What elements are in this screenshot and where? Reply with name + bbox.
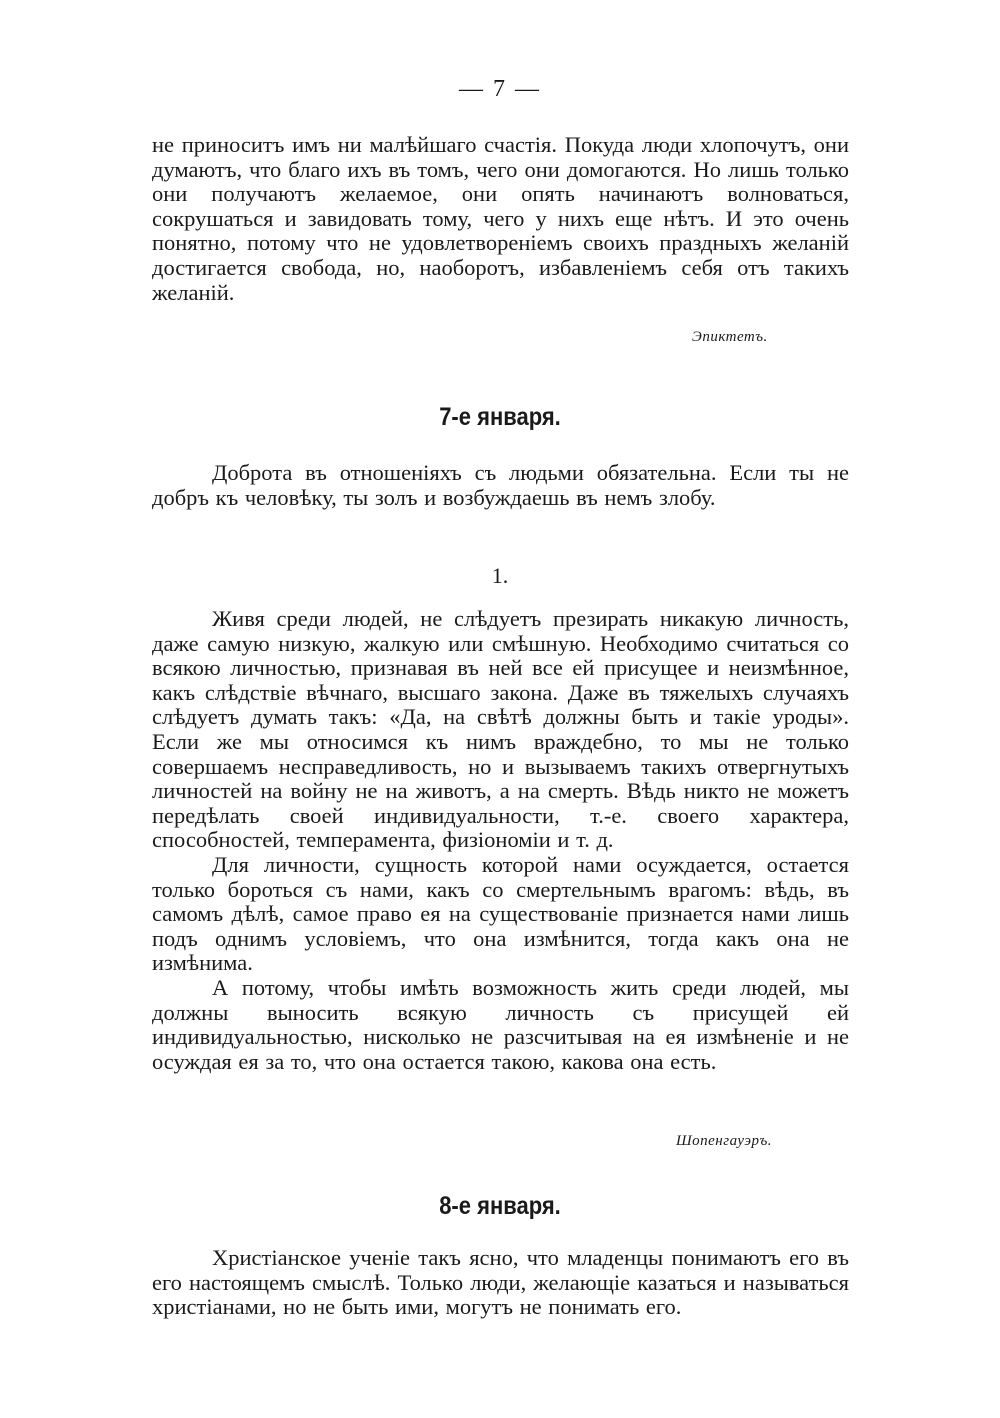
page-number: — 7 — [459, 76, 541, 102]
section-number: 1. [491, 563, 509, 588]
continued-paragraph: не приноситъ имъ ни малѣйшаго счастія. Покуда люди хлопочутъ, они думаютъ, что благо ихъ въ томъ, чего они домогаются. Но лишь только они получаютъ желаемое, они опять начинаютъ волноваться, сокрушаться и завидовать тому, чего у нихъ еще нѣтъ. И это очень понятно, потому что не удовлетвореніемъ своихъ праздныхъ желаній достигается свобода, но, наоборотъ, избавленіемъ себя отъ такихъ желаній. [152, 132, 849, 305]
schopenhauer-quote-block [152, 607, 849, 1074]
epictetus-attribution: Эпиктетъ. [692, 329, 768, 345]
january-7-intro: Доброта въ отношеніяхъ съ людьми обязательна. Если ты не добръ къ человѣку, ты золъ и возбуждаешь въ немъ злобу. [152, 460, 849, 510]
january-7-intro-block [152, 461, 849, 510]
quote-paragraph-3: А потому, чтобы имѣть возможность жить среди людей, мы должны выносить всякую личность съ присущей ей индивидуальностью, нисколько не разсчитывая на ея измѣненіе и не осуждая ея за то, что она остается такою, какова она есть. [152, 974, 849, 1074]
quote-paragraph-2: Для личности, сущность которой нами осуждается, остается только бороться съ нами, какъ со смертельнымъ врагомъ: вѣдь, въ самомъ дѣлѣ, самое право ея на существованіе признается нами лишь подъ однимъ условіемъ, что она измѣнится, тогда какъ она не измѣнима. [152, 851, 849, 976]
continued-text-block [152, 133, 849, 305]
january-8-intro-block [152, 1246, 849, 1320]
quote-paragraph-1: Живя среди людей, не слѣдуетъ презирать никакую личность, даже самую низкую, жалкую или смѣшную. Необходимо считаться со всякою личностью, признавая въ ней все ей присущее и неизмѣнное, какъ слѣдствіе вѣчнаго, высшаго закона. Даже въ тяжелыхъ случаяхъ слѣдуетъ думать такъ: «Да, на свѣтѣ должны быть и такіе уроды». Если же мы относимся къ нимъ враждебно, то мы не только совершаемъ несправедливость, но и вызываемъ такихъ отвергнутыхъ личностей на войну не на животъ, а на смерть. Вѣдь никто не можетъ передѣлать своей индивидуальности, т.-е. своего характера, способностей, темперамента, физіономіи и т. д. [152, 606, 849, 853]
january-7-heading: 7-е января. [439, 403, 561, 431]
january-8-heading: 8-е января. [439, 1192, 561, 1220]
january-8-intro: Христіанское ученіе такъ ясно, что младенцы понимаютъ его въ его настоящемъ смыслѣ. Только люди, желающіе казаться и называться христіанами, но не быть ими, могутъ не понимать его. [152, 1245, 849, 1320]
schopenhauer-attribution: Шопенгауэръ. [676, 1133, 773, 1149]
